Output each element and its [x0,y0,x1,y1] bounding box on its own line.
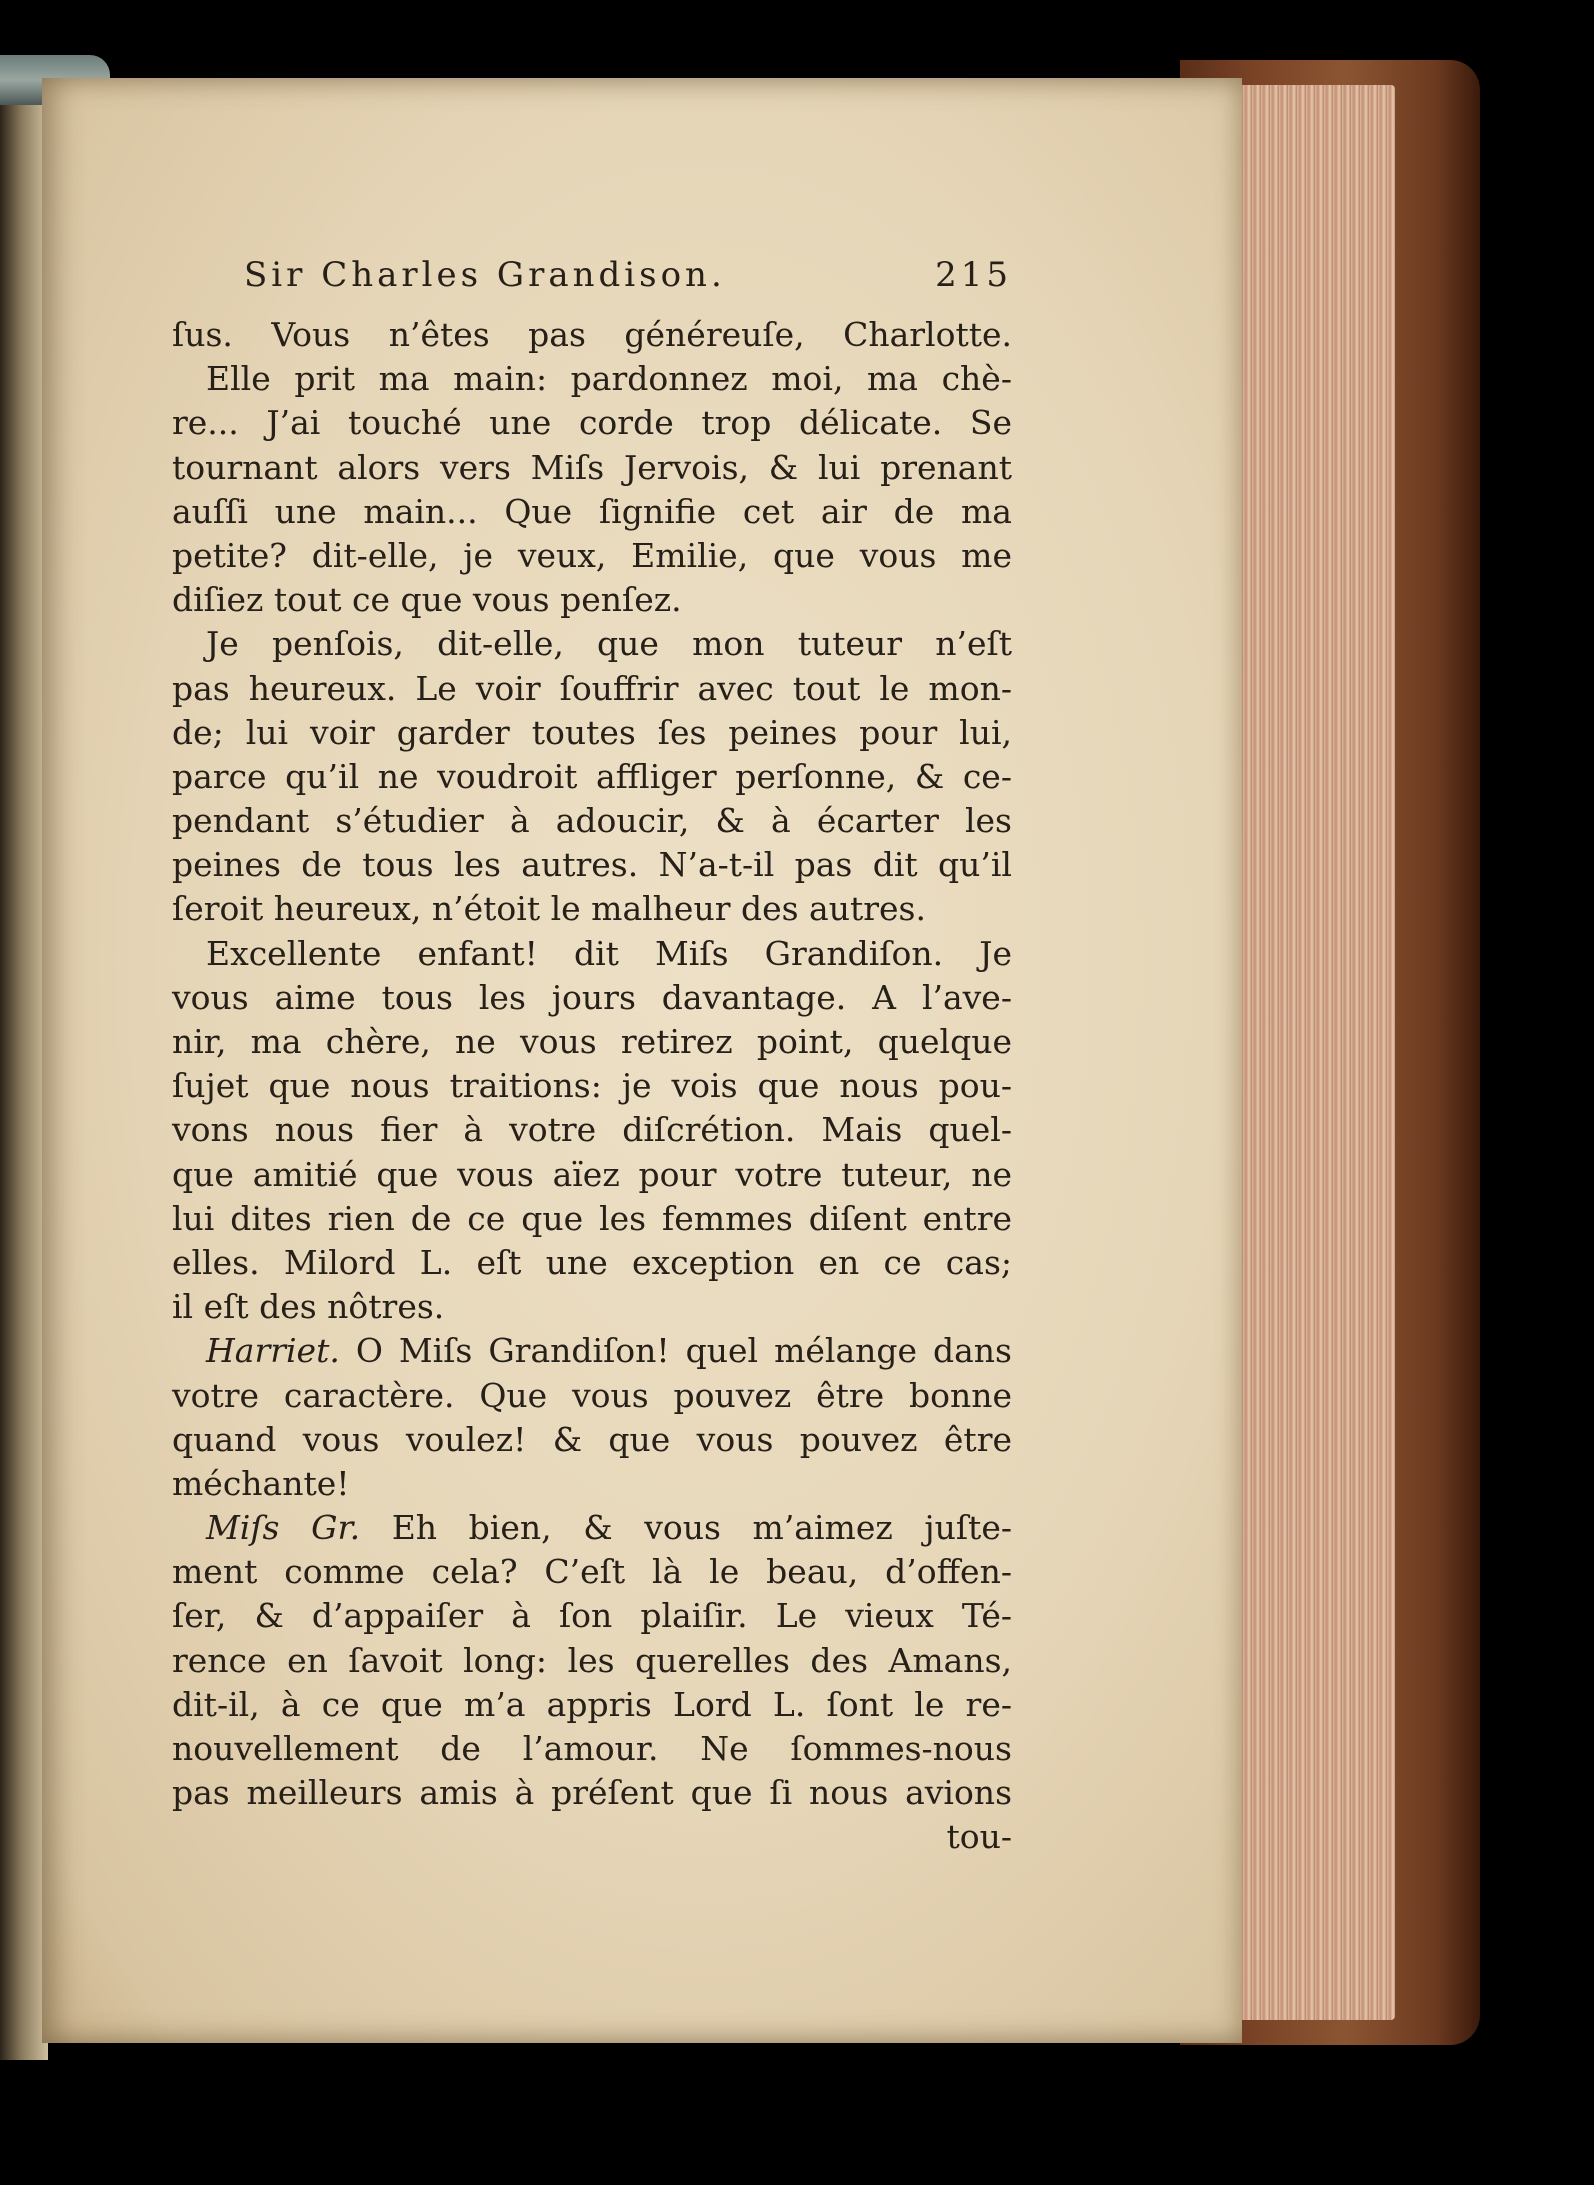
speaker-line-harriet [172,1329,1012,1373]
text-line: pas heureux. Le voir ſouffrir avec tout le mon- [172,668,1012,708]
text-line: ſus. Vous n’êtes pas généreuſe, Charlotte. [172,315,1012,354]
text-line: re... J’ai touché une corde trop délicate. Se [172,403,1012,443]
text-line: lui dites rien de ce que les femmes diſent entre [172,1198,1012,1238]
text-line: ſeroit heureux, n’étoit le malheur des autres. [172,889,926,929]
text-line: que amitié que vous aïez pour votre tuteur, ne [172,1154,1012,1194]
text-line: peines de tous les autres. N’a-t-il pas dit qu’il [172,845,1012,885]
text-line: ſujet que nous traitions: je vois que nous pou- [172,1066,1012,1106]
text-line: pendant s’étudier à adoucir, & à écarter les [172,801,1012,841]
text-line: diſiez tout ce que vous penſez. [172,580,682,620]
running-head-title: Sir Charles Grandison. [244,255,726,295]
text-line: quand vous voulez! & que vous pouvez être [172,1419,1012,1459]
text-line: petite? dit-elle, je veux, Emilie, que vous me [172,535,1012,575]
text-line: de; lui voir garder toutes ſes peines pour lui, [172,712,1012,752]
text-line: votre caractère. Que vous pouvez être bonne [172,1375,1012,1415]
speaker-miss-gr: Miſs Gr. [206,1508,361,1548]
speaker-line-miss-gr [172,1506,1012,1550]
text-line: rence en ſavoit long: les querelles des Amans, [172,1640,1012,1680]
text-line: dit-il, à ce que m’a appris Lord L. ſont le re- [172,1684,1012,1724]
text-line: vous aime tous les jours davantage. A l’ave- [172,977,1012,1017]
text-line: méchante! [172,1463,350,1503]
text-line: Elle prit ma main: pardonnez moi, ma chè- [206,359,1012,399]
speaker-miss-gr-text: Eh bien, & vous m’aimez juſte- [360,1508,1012,1548]
page-number: 215 [935,255,1012,295]
catchword: tou- [946,1817,1012,1857]
text-line: Excellente enfant! dit Miſs Grandiſon. Je [206,933,1012,973]
text-line: nouvellement de l’amour. Ne ſommes-nous [172,1729,1012,1768]
text-line: pas meilleurs amis à préſent que ſi nous avions [172,1773,1012,1813]
text-line: tournant alors vers Miſs Jervois, & lui prenant [172,447,1012,487]
page-edges [1225,85,1395,2020]
text-line: auſſi une main... Que ſignifie cet air de ma [172,491,1012,531]
text-line: il eſt des nôtres. [172,1287,445,1327]
speaker-harriet-text: O Miſs Grandiſon! quel mélange dans [339,1331,1012,1371]
speaker-harriet: Harriet. [206,1331,340,1371]
facing-page-edge [0,60,48,2060]
page-text [172,255,1012,1859]
text-line: ment comme cela? C’eſt là le beau, d’offen- [172,1552,1012,1592]
text-line: elles. Milord L. eſt une exception en ce cas; [172,1242,1012,1282]
text-line: parce qu’il ne voudroit affliger perſonne, & ce- [172,756,1012,796]
text-line: vons nous fier à votre diſcrétion. Mais quel- [172,1110,1012,1150]
text-line: Je penſois, dit-elle, que mon tuteur n’eſt [206,624,1012,664]
text-line: ſer, & d’appaiſer à ſon plaiſir. Le vieux Té- [172,1596,1012,1636]
running-head [244,255,1012,313]
text-line: nir, ma chère, ne vous retirez point, quelque [172,1022,1012,1061]
